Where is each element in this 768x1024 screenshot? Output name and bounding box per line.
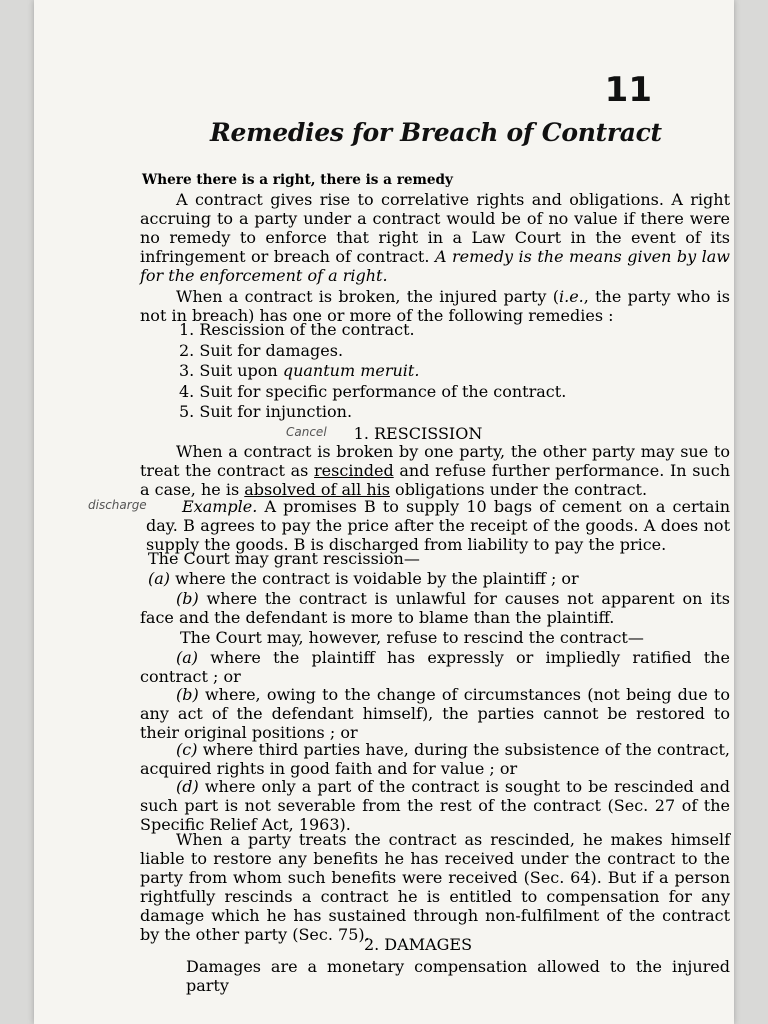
intro-remedy-definition: A remedy is the means given by law for the enforcement of a right. bbox=[140, 247, 731, 285]
rescission-text-c: obligations under the contract. bbox=[389, 480, 648, 499]
refuse-c-label: (c) bbox=[176, 740, 198, 759]
book-page bbox=[34, 0, 734, 1024]
handwritten-note-discharge: discharge bbox=[88, 498, 147, 512]
remedy-1: 1. Rescission of the contract. bbox=[179, 320, 415, 339]
broken-ie: i.e. bbox=[558, 287, 584, 306]
grant-b-label: (b) bbox=[176, 589, 199, 608]
refuse-item-c bbox=[140, 740, 730, 778]
handwritten-note-cancel: Cancel bbox=[286, 425, 327, 439]
remedy-3-italic: quantum meruit. bbox=[282, 361, 420, 380]
refuse-b-text: where, owing to the change of circumstances (not being due to any act of the defendant himself), the parties cannot be restored to their original positions ; or bbox=[140, 685, 730, 742]
refuse-c-text: where third parties have, during the subsistence of the contract, acquired rights in good faith and for value ; or bbox=[140, 740, 730, 778]
chapter-number: 11 bbox=[604, 70, 652, 110]
rescission-paragraph bbox=[140, 442, 730, 499]
rescinded-underlined: rescinded bbox=[314, 461, 394, 480]
broken-text-b: , the party who is not in breach) has one or more of the following remedies : bbox=[140, 287, 731, 325]
remedy-4: 4. Suit for specific performance of the contract. bbox=[179, 382, 567, 401]
example-paragraph bbox=[146, 497, 730, 554]
refuse-item-a bbox=[140, 648, 730, 686]
grant-item-b bbox=[140, 589, 730, 627]
example-text: A promises B to supply 10 bags of cement on a certain day. B agrees to pay the price after the receipt of the goods. A does not supply the goods. B is discharged from liability to pay the price. bbox=[146, 497, 730, 554]
chapter-title: Remedies for Breach of Contract bbox=[210, 118, 662, 147]
grant-item-a bbox=[148, 569, 738, 588]
grant-intro: The Court may grant rescission— bbox=[148, 549, 420, 568]
intro-text: A contract gives rise to correlative rights and obligations. A right accruing to a party under a contract would be of no value if there were no remedy to enforce that right in a Law Court in the event of its infringement or breach of contract. bbox=[140, 190, 730, 266]
refuse-b-label: (b) bbox=[176, 685, 199, 704]
subheading: Where there is a right, there is a remedy bbox=[142, 172, 453, 188]
grant-a-label: (a) bbox=[148, 569, 171, 588]
remedy-3 bbox=[179, 361, 419, 380]
absolved-underlined: absolved of all his bbox=[244, 480, 390, 499]
grant-b-text: where the contract is unlawful for causes not apparent on its face and the defendant is more to blame than the plaintiff. bbox=[140, 589, 730, 627]
refuse-item-d bbox=[140, 777, 730, 834]
section-heading-rescission: 1. RESCISSION bbox=[353, 424, 483, 443]
intro-paragraph bbox=[140, 190, 730, 285]
grant-a-text: where the contract is voidable by the plaintiff ; or bbox=[170, 569, 579, 588]
section-heading-damages: 2. DAMAGES bbox=[363, 935, 473, 954]
remedy-5: 5. Suit for injunction. bbox=[179, 402, 353, 421]
refuse-a-label: (a) bbox=[176, 648, 199, 667]
rescission-text-b: and refuse further performance. In such a case, he is bbox=[140, 461, 731, 499]
rescission-text-a: When a contract is broken by one party, the other party may sue to treat the contract as bbox=[140, 442, 730, 480]
refuse-d-label: (d) bbox=[176, 777, 199, 796]
refuse-d-text: where only a part of the contract is sought to be rescinded and such part is not severable from the rest of the contract (Sec. 27 of the Specific Relief Act, 1963). bbox=[140, 777, 730, 834]
damages-line: Damages are a monetary compensation allowed to the injured party bbox=[186, 957, 730, 995]
refuse-item-b bbox=[140, 685, 730, 742]
broken-text-a: When a contract is broken, the injured party ( bbox=[176, 287, 559, 306]
remedy-2: 2. Suit for damages. bbox=[179, 341, 344, 360]
example-label: Example. bbox=[182, 497, 258, 516]
refuse-intro: The Court may, however, refuse to rescind the contract— bbox=[180, 628, 644, 647]
remedy-3-text: 3. Suit upon bbox=[179, 361, 283, 380]
closing-paragraph: When a party treats the contract as rescinded, he makes himself liable to restore any benefits he has received under the contract to the party from whom such benefits were received (Sec. 64). But if a person rightfully rescinds a contract he is entitled to compensation for any damage which he has sustained through non-fulfilment of the contract by the other party (Sec. 75). bbox=[140, 830, 730, 944]
refuse-a-text: where the plaintiff has expressly or impliedly ratified the contract ; or bbox=[140, 648, 730, 686]
